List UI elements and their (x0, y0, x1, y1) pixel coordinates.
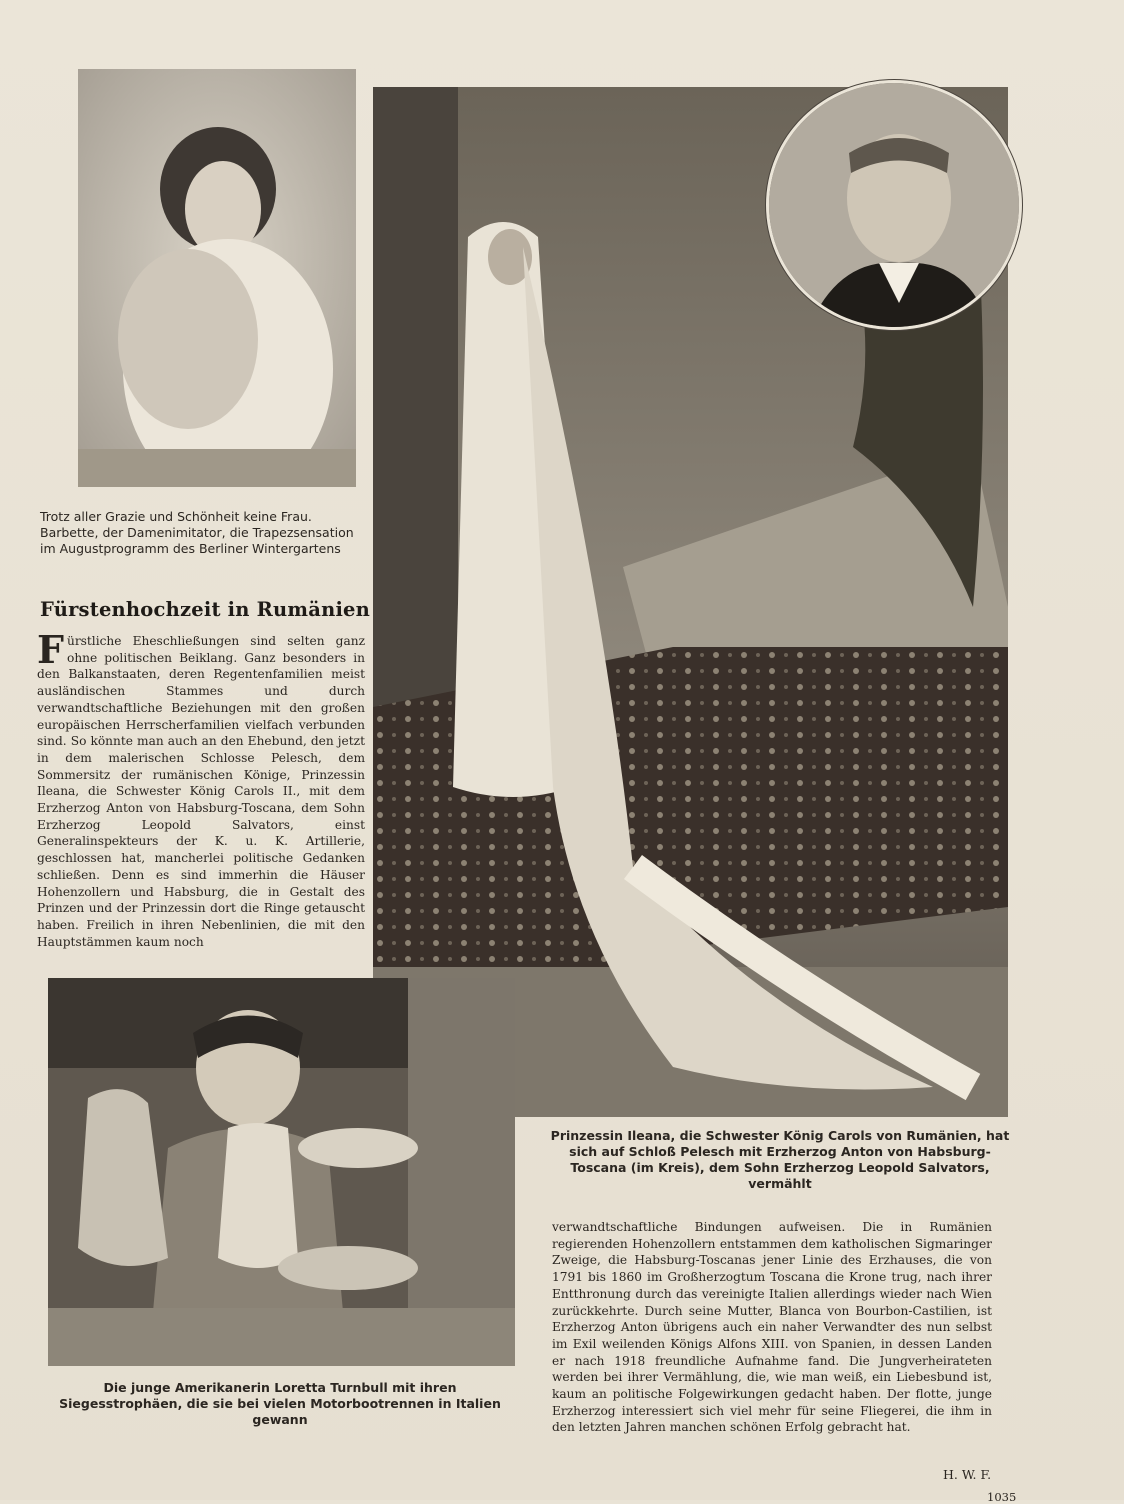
article-body-part-1: ürstliche Eheschließungen sind selten ganz ohne politischen Beiklang. Ganz besonders in den Balkanstaaten, deren Regentenfamilien meist ausländischen Stammes und durch verwandtschaftliche Beziehungen mit den großen europäischen Herrscherfamilien vielfach verbunden sind. So könnte man auch an den Ehebund, den jetzt in dem malerischen Schlosse Pelesch, dem Sommersitz der rumänischen Könige, Prinzessin Ileana, die Schwester König Carols II., mit dem Erzherzog Anton von Habsburg-Toscana, dem Sohn Erzherzog Leopold Salvators, einst Generalinspekteurs der K. u. K. Artillerie, geschlossen hat, mancherlei politische Gedanken schließen. Denn es sind immerhin die Häuser Hohenzollern und Habsburg, die in Gestalt des Prinzen und der Prinzessin dort die Ringe getauscht haben. Freilich in ihren Nebenlinien, die mit den Hauptstämmen kaum noch (37, 634, 365, 949)
page-number: 1035 (987, 1490, 1017, 1504)
author-signature: H. W. F. (943, 1467, 992, 1482)
article-body-column-1 (37, 633, 365, 953)
article-body-column-2: verwandtschaftliche Bindungen aufweisen. Die in Rumänien regierenden Hohenzollern entstammen dem katholischen Sigmaringer Zweige, die Habsburg-Toscanas jener Linie des Erzhauses, die von 1791 bis 1860 im Großherzogtum Toscana die Krone trug, nach ihrer Entthronung durch das vereinigte Italien allerdings wieder nach Wien zurückkehrte. Durch seine Mutter, Blanca von Bourbon-Castilien, ist Erzherzog Anton übrigens auch ein naher Verwandter des nun selbst im Exil weilenden Königs Alfons XIII. von Spanien, in dessen Landen er nach 1918 freundliche Aufnahme fand. Die Jungverheirateten werden bei ihrer Vermählung, die, wie man weiß, ein Liebesbund ist, kaum an politische Folgewirkungen gedacht haben. Der flotte, junge Erzherzog interessiert sich viel mehr für seine Fliegerei, die ihm in den letzten Jahren manchen schönen Erfolg gebracht hat. (552, 1220, 992, 1435)
photo-barbette (78, 69, 356, 487)
dropcap-letter: F (37, 633, 64, 672)
photo-groom-circle (766, 80, 1022, 330)
article-headline: Fürstenhochzeit in Rumänien (40, 598, 371, 621)
caption-barbette: Trotz aller Grazie und Schönheit keine Frau. Barbette, der Damenimitator, die Trapezsensation im Augustprogramm des Berliner Wintergartens (40, 509, 354, 556)
photo-loretta-trophies (48, 978, 515, 1366)
caption-wedding: Prinzessin Ileana, die Schwester König Carols von Rumänien, hat sich auf Schloß Pelesch mit Erzherzog Anton von Habsburg-Toscana (im Kreis), dem Sohn Erzherzog Leopold Salvators, vermählt (550, 1128, 1010, 1191)
caption-loretta: Die junge Amerikanerin Loretta Turnbull mit ihren Siegesstrophäen, die sie bei vielen Motorbootrennen in Italien gewann (59, 1380, 501, 1427)
